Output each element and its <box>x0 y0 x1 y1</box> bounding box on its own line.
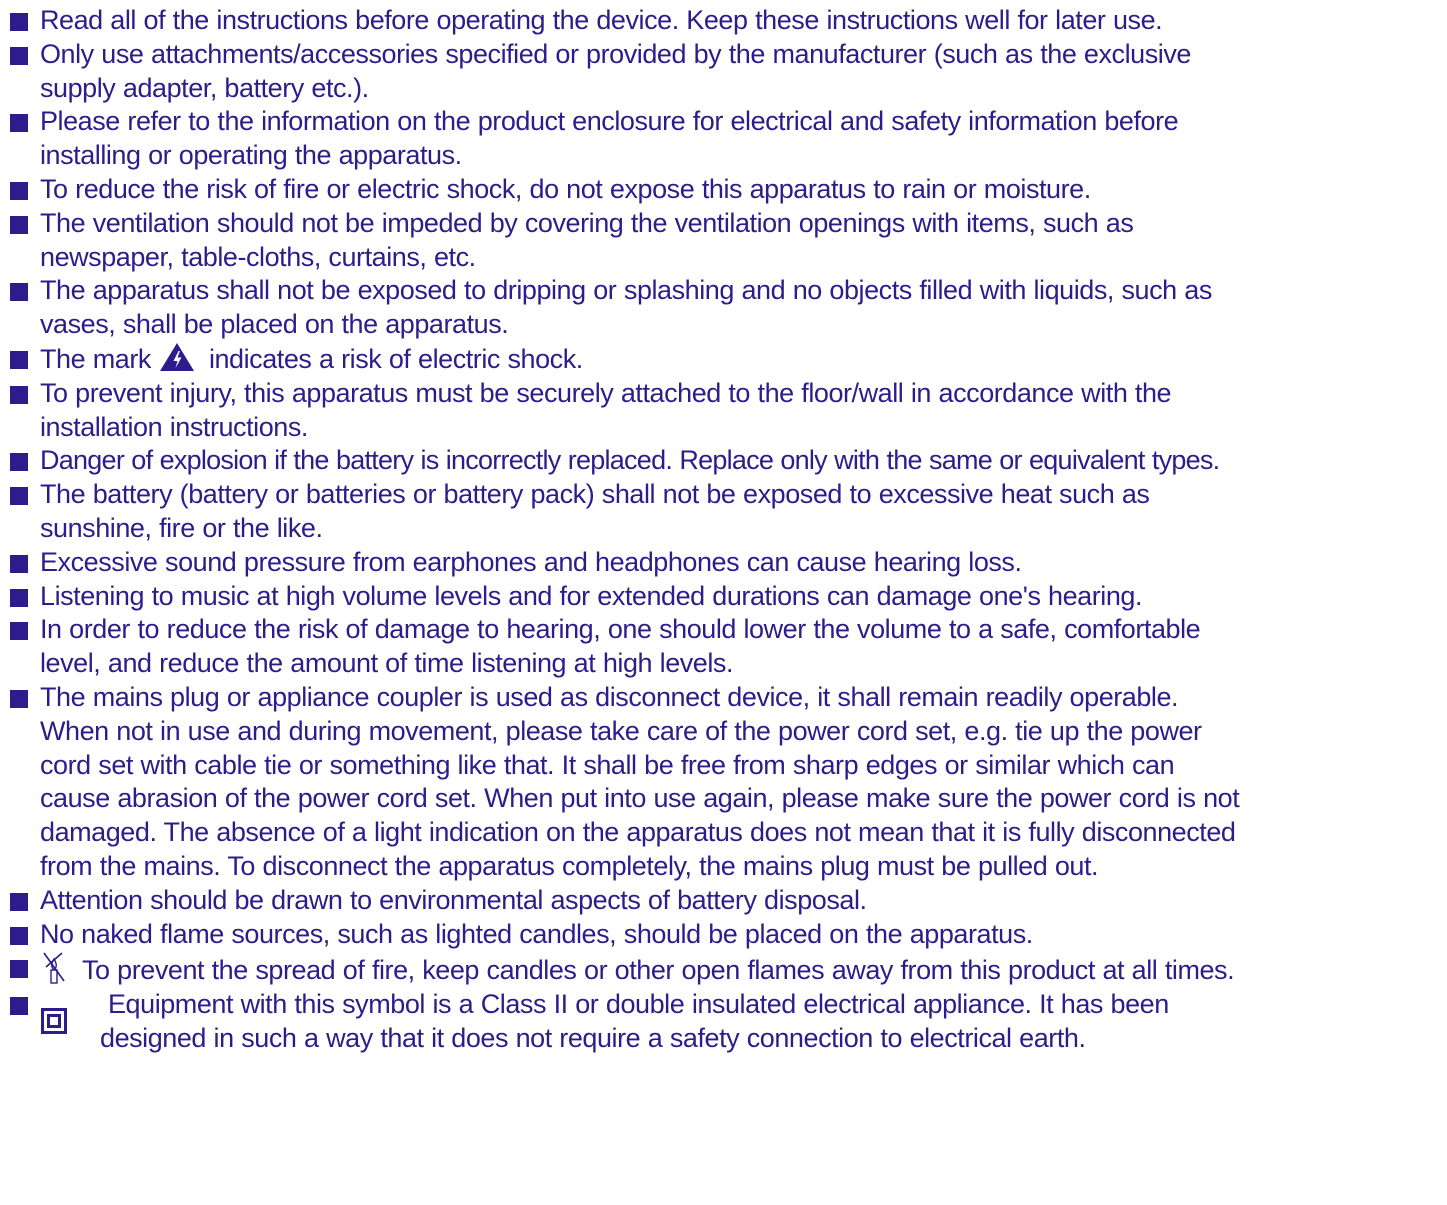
list-item <box>10 377 1445 445</box>
item-text: sunshine, fire or the like. <box>40 512 323 543</box>
item-text: To reduce the risk of fire or electric shock, do not expose this apparatus to rain or moisture. <box>40 173 1091 204</box>
bullet-square-icon <box>10 960 28 978</box>
bullet-square-icon <box>10 216 28 234</box>
bullet-square-icon <box>10 453 28 471</box>
item-text: Listening to music at high volume levels and for extended durations can damage one's hearing. <box>40 580 1143 611</box>
list-item <box>10 207 1445 275</box>
item-text: level, and reduce the amount of time listening at high levels. <box>40 648 734 679</box>
bullet-square-icon <box>10 893 28 911</box>
list-item <box>10 580 1445 614</box>
item-text: The apparatus shall not be exposed to dripping or splashing and no objects filled with liquids, such as <box>40 275 1212 306</box>
bullet-square-icon <box>10 487 28 505</box>
item-text: newspaper, table-cloths, curtains, etc. <box>40 241 476 272</box>
bullet-square-icon <box>10 690 28 708</box>
bullet-square-icon <box>10 555 28 573</box>
item-text: installing or operating the apparatus. <box>40 140 462 171</box>
item-text: Equipment with this symbol is a Class II or double insulated electrical appliance. It has been <box>108 989 1169 1020</box>
bullet-square-icon <box>10 351 28 369</box>
list-item <box>10 342 1445 377</box>
list-item <box>10 546 1445 580</box>
list-item <box>10 4 1445 38</box>
item-text: cause abrasion of the power cord set. When put into use again, please make sure the power cord is not <box>40 783 1240 814</box>
bullet-square-icon <box>10 386 28 404</box>
item-text: The ventilation should not be impeded by covering the ventilation openings with items, such as <box>40 207 1134 238</box>
bullet-square-icon <box>10 589 28 607</box>
list-item <box>10 274 1445 342</box>
item-text: from the mains. To disconnect the apparatus completely, the mains plug must be pulled out. <box>40 850 1099 881</box>
class-ii-double-insulation-icon <box>41 1008 67 1034</box>
item-text: The mains plug or appliance coupler is used as disconnect device, it shall remain readily operable. <box>40 681 1179 712</box>
item-text: No naked flame sources, such as lighted candles, should be placed on the apparatus. <box>40 918 1033 949</box>
bullet-square-icon <box>10 13 28 31</box>
electric-shock-warning-icon <box>159 342 195 372</box>
list-item <box>10 173 1445 207</box>
list-item <box>10 951 1445 988</box>
item-text: damaged. The absence of a light indication on the apparatus does not mean that it is fully disconnected <box>40 817 1236 848</box>
item-text: Please refer to the information on the product enclosure for electrical and safety information before <box>40 106 1179 137</box>
item-text: cord set with cable tie or something like that. It shall be free from sharp edges or similar which can <box>40 749 1175 780</box>
list-item <box>10 38 1445 106</box>
item-text: To prevent the spread of fire, keep candles or other open flames away from this product at all times. <box>82 955 1235 986</box>
item-text: designed in such a way that it does not require a safety connection to electrical earth. <box>100 1022 1086 1053</box>
list-item <box>10 613 1445 681</box>
item-text: In order to reduce the risk of damage to hearing, one should lower the volume to a safe, comfortable <box>40 614 1201 645</box>
bullet-square-icon <box>10 182 28 200</box>
list-item <box>10 884 1445 918</box>
bullet-square-icon <box>10 997 28 1015</box>
item-text: indicates a risk of electric shock. <box>208 343 583 374</box>
item-text: The mark <box>40 343 151 374</box>
bullet-square-icon <box>10 283 28 301</box>
bullet-square-icon <box>10 927 28 945</box>
item-text: Excessive sound pressure from earphones and headphones can cause hearing loss. <box>40 546 1022 577</box>
list-item <box>10 681 1445 884</box>
list-item <box>10 444 1445 478</box>
no-open-flame-icon <box>40 951 68 985</box>
item-text: To prevent injury, this apparatus must be securely attached to the floor/wall in accordance with the <box>40 377 1172 408</box>
list-item <box>10 105 1445 173</box>
item-text: Danger of explosion if the battery is incorrectly replaced. Replace only with the same or equivalent types. <box>40 445 1220 476</box>
safety-instructions-list <box>10 4 1445 1055</box>
item-text: Only use attachments/accessories specified or provided by the manufacturer (such as the exclusive <box>40 38 1191 69</box>
bullet-square-icon <box>10 47 28 65</box>
item-text: vases, shall be placed on the apparatus. <box>40 309 509 340</box>
list-item <box>10 918 1445 952</box>
bullet-square-icon <box>10 114 28 132</box>
item-text: The battery (battery or batteries or battery pack) shall not be exposed to excessive heat such as <box>40 479 1150 510</box>
item-text: supply adapter, battery etc.). <box>40 72 369 103</box>
item-text: When not in use and during movement, please take care of the power cord set, e.g. tie up the power <box>40 715 1202 746</box>
bullet-square-icon <box>10 622 28 640</box>
item-text: Attention should be drawn to environmental aspects of battery disposal. <box>40 884 867 915</box>
list-item <box>10 478 1445 546</box>
list-item <box>10 988 1445 1055</box>
item-text: Read all of the instructions before operating the device. Keep these instructions well for later use. <box>40 5 1163 35</box>
item-text: installation instructions. <box>40 411 308 442</box>
